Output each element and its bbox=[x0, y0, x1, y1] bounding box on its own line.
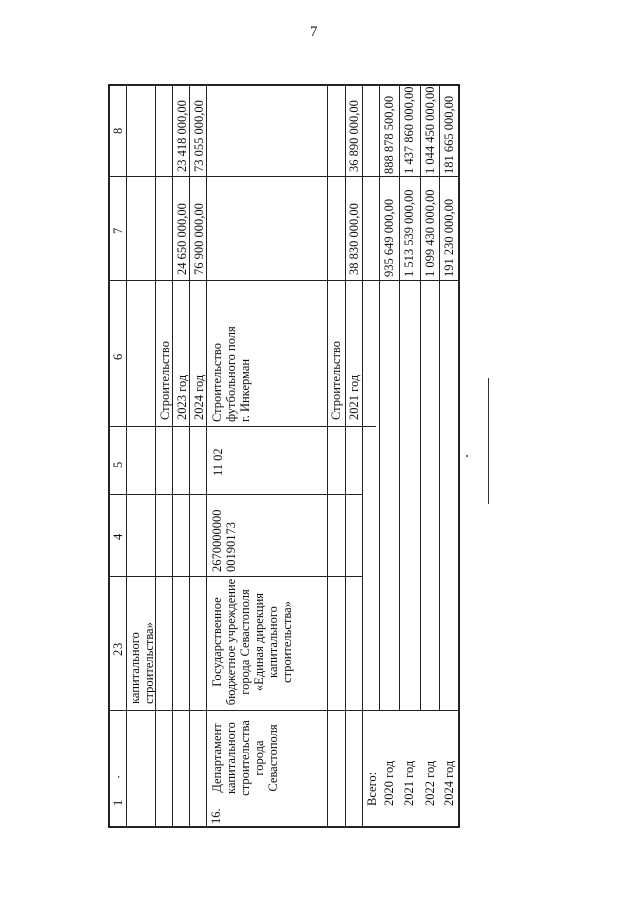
cont-col7-value: 76 900 000,00 bbox=[192, 203, 206, 275]
column-header: 1 bbox=[111, 799, 125, 806]
cont-col8-value: 23 418 000,00 bbox=[175, 100, 189, 172]
row-divider bbox=[362, 84, 363, 828]
col-divider bbox=[108, 176, 460, 177]
row16-col4-text: 2670000000 00190173 bbox=[210, 509, 238, 572]
cont-col6-line: 2023 год bbox=[175, 374, 189, 420]
totals-label: Всего: bbox=[365, 771, 379, 806]
col-divider bbox=[108, 280, 460, 281]
column-header: 2 bbox=[111, 649, 125, 656]
column-header: 6 bbox=[111, 353, 125, 360]
totals-col7-value: 1 513 539 000,00 bbox=[402, 189, 416, 277]
row-divider bbox=[327, 84, 328, 828]
budget-table bbox=[108, 84, 460, 828]
signature-line bbox=[488, 378, 489, 504]
totals-col7-value: 935 649 000,00 bbox=[382, 198, 396, 277]
cont-col3-text: капитального строительства» bbox=[128, 622, 156, 704]
row-divider bbox=[439, 84, 440, 710]
row-divider bbox=[420, 84, 421, 710]
row16-col6-line: 2021 год bbox=[347, 374, 361, 420]
col-divider bbox=[108, 426, 376, 427]
row16-col6-text: Строительство футбольного поля г. Инкерман bbox=[210, 326, 252, 422]
table-border-top bbox=[108, 84, 460, 86]
row16-col6-line: Строительство bbox=[329, 340, 343, 420]
table-border-left bbox=[108, 84, 110, 828]
row16-col5-text: 11 02 bbox=[211, 448, 225, 476]
totals-year: 2022 год bbox=[423, 760, 437, 806]
row-divider bbox=[399, 84, 400, 710]
table-border-bottom bbox=[108, 826, 460, 828]
cont-col7-value: 24 650 000,00 bbox=[175, 203, 189, 275]
row16-col8-value: 36 890 000,00 bbox=[347, 100, 361, 172]
totals-col7-value: 191 230 000,00 bbox=[442, 198, 456, 277]
cont-col6-line: Строительство bbox=[158, 340, 172, 420]
row-divider bbox=[379, 84, 380, 710]
ink-speck bbox=[466, 455, 468, 457]
row-divider bbox=[345, 84, 346, 828]
table-border-right bbox=[458, 84, 460, 828]
totals-year: 2021 год bbox=[402, 760, 416, 806]
row-divider bbox=[126, 84, 127, 828]
col-divider bbox=[108, 710, 460, 711]
totals-year: 2024 год bbox=[442, 760, 456, 806]
row-divider bbox=[172, 84, 173, 828]
totals-col7-value: 1 099 430 000,00 bbox=[423, 189, 437, 277]
cont-col8-value: 73 055 000,00 bbox=[192, 100, 206, 172]
column-mark: · bbox=[112, 774, 126, 779]
column-header: 8 bbox=[111, 127, 125, 134]
cont-col6-line: 2024 год bbox=[192, 374, 206, 420]
row16-col2-text: Департамент капитального строительства города Севастополя bbox=[210, 720, 280, 796]
row16-col3-text: Государственное бюджетное учреждение города Севастополя «Единая дирекция капитального строительства» bbox=[210, 578, 294, 706]
row-divider bbox=[155, 84, 156, 828]
totals-year: 2020 год bbox=[382, 760, 396, 806]
totals-col8-value: 1 437 860 000,00 bbox=[402, 86, 416, 174]
column-header: 4 bbox=[111, 533, 125, 540]
page-number: 7 bbox=[310, 24, 318, 40]
row-divider bbox=[206, 84, 207, 828]
col-divider bbox=[108, 576, 362, 577]
totals-col8-value: 181 665 000,00 bbox=[442, 95, 456, 174]
column-header: 3 bbox=[111, 642, 125, 649]
column-header: 7 bbox=[111, 227, 125, 234]
totals-col8-value: 1 044 450 000,00 bbox=[423, 86, 437, 174]
row16-col7-value: 38 830 000,00 bbox=[347, 203, 361, 275]
row16-number: 16. bbox=[209, 808, 223, 824]
totals-col8-value: 888 878 500,00 bbox=[382, 95, 396, 174]
row-divider bbox=[189, 84, 190, 828]
column-header: 5 bbox=[111, 461, 125, 468]
